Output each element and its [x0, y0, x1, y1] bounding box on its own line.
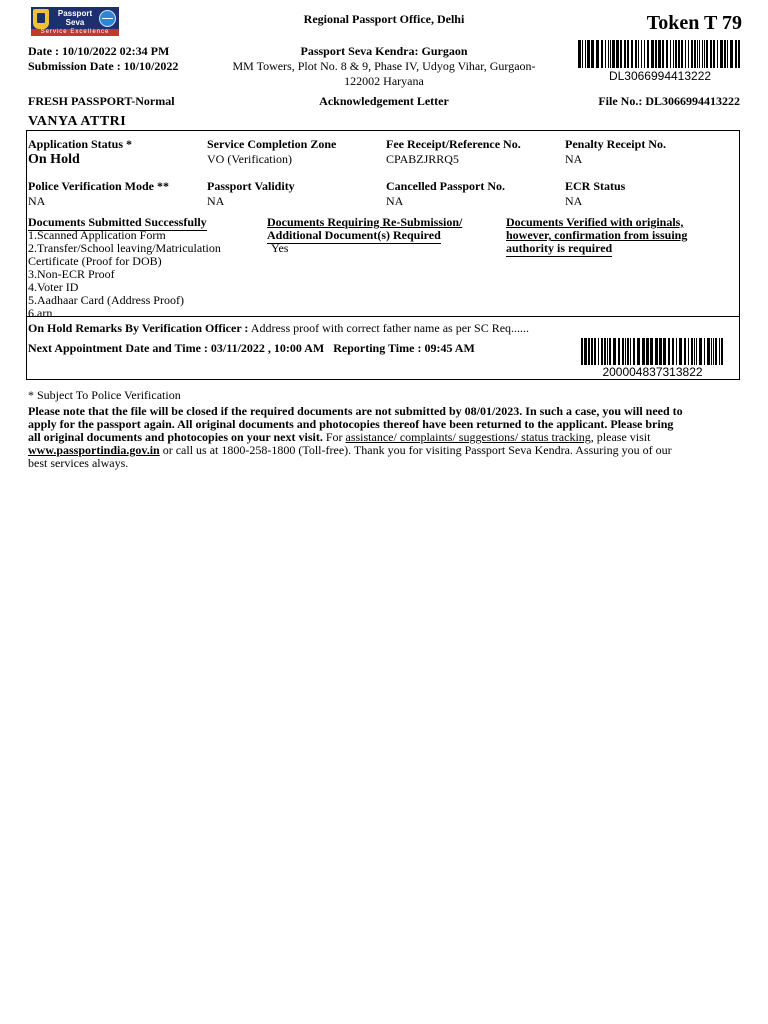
- document-item: 6.arn: [28, 306, 53, 320]
- remarks-label: On Hold Remarks By Verification Officer :: [28, 321, 249, 335]
- police-verification-label: Police Verification Mode **: [28, 179, 169, 193]
- barcode-bar: [659, 338, 662, 365]
- barcode-bar: [604, 338, 606, 365]
- barcode-bar: [582, 40, 583, 68]
- barcode-bar: [641, 40, 642, 68]
- next-appointment: [28, 342, 475, 355]
- barcode-bar: [676, 338, 677, 365]
- barcode-bar: [655, 338, 658, 365]
- barcode-bar: [694, 40, 696, 68]
- barcode-bar: [711, 338, 712, 365]
- document-item: Certificate (Proof for DOB): [28, 254, 162, 268]
- remarks-text: Address proof with correct father name as per SC Req......: [250, 321, 530, 335]
- barcode-bar: [699, 338, 702, 365]
- documents-verified-title-line3: authority is required: [506, 241, 613, 255]
- notice-line: apply for the passport again. All original documents and photocopies thereof have been returned to the applicant. Please bring: [28, 417, 674, 431]
- documents-verified-section: [506, 216, 738, 255]
- barcode-bar: [625, 338, 626, 365]
- document-item: 3.Non-ECR Proof: [28, 267, 115, 281]
- barcode-bar: [738, 40, 740, 68]
- police-verification-value: NA: [28, 194, 46, 208]
- appointment-barcode-bars: [581, 338, 724, 365]
- barcode-bar: [710, 40, 712, 68]
- appointment-datetime: Next Appointment Date and Time : 03/11/2022 , 10:00 AM: [28, 341, 325, 355]
- document-item: 5.Aadhaar Card (Address Proof): [28, 293, 184, 307]
- notice-line: Please note that the file will be closed if the required documents are not submitted by 08/01/2023. In such a case, you will need to: [28, 404, 683, 418]
- barcode-bar: [591, 40, 594, 68]
- barcode-bar: [719, 338, 720, 365]
- barcode-bar: [588, 338, 590, 365]
- psk-name: Passport Seva Kendra: Gurgaon: [300, 44, 468, 58]
- barcode-bar: [578, 40, 581, 68]
- barcode-bar: [624, 40, 626, 68]
- barcode-bar: [727, 40, 728, 68]
- barcode-bar: [620, 40, 622, 68]
- barcode-bar: [596, 40, 599, 68]
- notice-for: For: [325, 430, 343, 444]
- file-number: File No.: DL3066994413222: [598, 94, 740, 108]
- passport-validity-label: Passport Validity: [207, 179, 295, 193]
- application-status-label: Application Status *: [28, 137, 133, 151]
- service-zone-value: VO (Verification): [207, 152, 292, 166]
- barcode-bar: [688, 40, 689, 68]
- barcode-bar: [650, 338, 653, 365]
- barcode-bar: [612, 40, 615, 68]
- barcode-bar: [721, 338, 723, 365]
- file-barcode: [578, 40, 742, 82]
- psk-address-line1: MM Towers, Plot No. 8 & 9, Phase IV, Udyog Vihar, Gurgaon-: [232, 59, 536, 73]
- letter-title: Acknowledgement Letter: [319, 94, 449, 108]
- documents-resubmission-title-line2: Additional Document(s) Required: [267, 228, 441, 242]
- documents-verified-title-line2: however, confirmation from issuing: [506, 228, 688, 242]
- barcode-bar: [627, 338, 629, 365]
- application-status-value: On Hold: [28, 152, 80, 167]
- cancelled-passport-value: NA: [386, 194, 404, 208]
- barcode-bar: [685, 40, 686, 68]
- barcode-bar: [704, 40, 705, 68]
- barcode-bar: [730, 40, 733, 68]
- barcode-bar: [662, 40, 664, 68]
- barcode-bar: [638, 40, 639, 68]
- penalty-receipt-label: Penalty Receipt No.: [565, 137, 666, 151]
- barcode-bar: [691, 40, 693, 68]
- logo-tagline: Service Excellence: [31, 29, 119, 36]
- psk-address-line2: 122002 Haryana: [344, 74, 424, 88]
- document-item: 4.Voter ID: [28, 280, 79, 294]
- barcode-bar: [618, 338, 620, 365]
- documents-resubmission-value: Yes: [271, 241, 289, 255]
- barcode-bar: [688, 338, 689, 365]
- barcode-bar: [637, 338, 640, 365]
- notice-line: best services always.: [28, 456, 129, 470]
- closing-notice: [28, 405, 742, 470]
- documents-submitted-section: [28, 216, 260, 320]
- passport-validity-value: NA: [207, 194, 225, 208]
- barcode-bar: [630, 338, 631, 365]
- appointment-barcode-text: 200004837313822: [602, 365, 703, 378]
- barcode-bar: [651, 40, 654, 68]
- service-zone-label: Service Completion Zone: [207, 137, 337, 151]
- barcode-bar: [598, 338, 599, 365]
- barcode-bar: [697, 40, 698, 68]
- barcode-bar: [704, 338, 705, 365]
- appointment-barcode: [581, 338, 724, 378]
- barcode-bar: [581, 338, 583, 365]
- barcode-bar: [673, 40, 674, 68]
- assistance-link[interactable]: assistance/ complaints/ suggestions/ status tracking: [345, 430, 591, 444]
- barcode-bar: [607, 338, 608, 365]
- regional-office: Regional Passport Office, Delhi: [303, 12, 465, 26]
- barcode-bar: [699, 40, 700, 68]
- barcode-bar: [702, 40, 703, 68]
- barcode-bar: [670, 40, 671, 68]
- passport-seva-logo: [31, 7, 119, 36]
- barcode-bar: [655, 40, 657, 68]
- barcode-bar: [679, 338, 682, 365]
- notice-contact: or call us at 1800-258-1800 (Toll-free). Thank you for visiting Passport Seva Kendra. Assuring you of our: [162, 443, 672, 457]
- documents-verified-title-line1: Documents Verified with originals,: [506, 215, 684, 229]
- file-barcode-text: DL3066994413222: [608, 69, 712, 82]
- barcode-bar: [724, 40, 726, 68]
- barcode-bar: [675, 40, 677, 68]
- barcode-bar: [609, 338, 611, 365]
- barcode-bar: [706, 40, 708, 68]
- national-emblem-icon: [33, 9, 49, 29]
- barcode-bar: [658, 40, 661, 68]
- barcode-bar: [584, 338, 587, 365]
- barcode-bar: [631, 40, 633, 68]
- barcode-bar: [627, 40, 629, 68]
- applicant-name: VANYA ATTRI: [28, 114, 127, 129]
- document-item: 2.Transfer/School leaving/Matriculation: [28, 241, 221, 255]
- barcode-bar: [713, 338, 714, 365]
- submission-date: Submission Date : 10/10/2022: [28, 59, 179, 73]
- barcode-bar: [644, 40, 645, 68]
- logo-text-line1: Passport: [57, 9, 93, 18]
- barcode-bar: [681, 40, 683, 68]
- ecr-status-label: ECR Status: [565, 179, 626, 193]
- barcode-bar: [696, 338, 697, 365]
- barcode-bar: [585, 40, 586, 68]
- document-item: 1.Scanned Application Form: [28, 228, 166, 242]
- barcode-bar: [691, 338, 693, 365]
- reporting-time: Reporting Time : 09:45 AM: [333, 341, 475, 355]
- barcode-bar: [622, 338, 624, 365]
- fee-receipt-value: CPABZJRRQ5: [386, 152, 459, 166]
- passport-type: FRESH PASSPORT-Normal: [28, 94, 175, 108]
- date: Date : 10/10/2022 02:34 PM: [28, 44, 170, 58]
- documents-submitted-title: Documents Submitted Successfully: [28, 215, 207, 229]
- barcode-bar: [633, 338, 635, 365]
- barcode-bar: [608, 40, 609, 68]
- barcode-bar: [720, 40, 723, 68]
- notice-visit: , please visit: [590, 430, 651, 444]
- barcode-bar: [591, 338, 593, 365]
- barcode-bar: [601, 40, 603, 68]
- barcode-bar: [684, 338, 686, 365]
- on-hold-remarks: [28, 322, 529, 335]
- logo-text-line2: Seva: [65, 18, 85, 27]
- police-verification-note: * Subject To Police Verification: [28, 388, 181, 402]
- barcode-bar: [668, 338, 670, 365]
- token-number: Token T 79: [646, 12, 742, 34]
- fee-receipt-label: Fee Receipt/Reference No.: [386, 137, 521, 151]
- barcode-bar: [646, 338, 649, 365]
- barcode-bar: [642, 338, 645, 365]
- barcode-bar: [663, 338, 666, 365]
- ecr-status-value: NA: [565, 194, 583, 208]
- barcode-bar: [605, 40, 606, 68]
- documents-resubmission-section: [267, 216, 499, 255]
- barcode-bar: [613, 338, 616, 365]
- barcode-bar: [635, 40, 637, 68]
- barcode-bar: [666, 40, 668, 68]
- barcode-bar: [735, 40, 737, 68]
- globe-icon: [99, 10, 116, 27]
- barcode-bar: [616, 40, 619, 68]
- documents-resubmission-title-line1: Documents Requiring Re-Submission/: [267, 215, 463, 229]
- barcode-bar: [678, 40, 680, 68]
- notice-bold-text: all original documents and photocopies on your next visit.: [28, 430, 323, 444]
- barcode-bar: [707, 338, 710, 365]
- barcode-bar: [601, 338, 603, 365]
- barcode-bar: [672, 338, 674, 365]
- website-link[interactable]: www.passportindia.gov.in: [28, 443, 160, 457]
- file-barcode-bars: [578, 40, 742, 68]
- cancelled-passport-label: Cancelled Passport No.: [386, 179, 505, 193]
- barcode-bar: [647, 40, 649, 68]
- barcode-bar: [587, 40, 590, 68]
- barcode-bar: [610, 40, 611, 68]
- barcode-bar: [713, 40, 715, 68]
- barcode-bar: [594, 338, 596, 365]
- barcode-bar: [694, 338, 695, 365]
- barcode-bar: [717, 40, 718, 68]
- barcode-bar: [715, 338, 717, 365]
- notice-line: [28, 444, 742, 457]
- penalty-receipt-value: NA: [565, 152, 583, 166]
